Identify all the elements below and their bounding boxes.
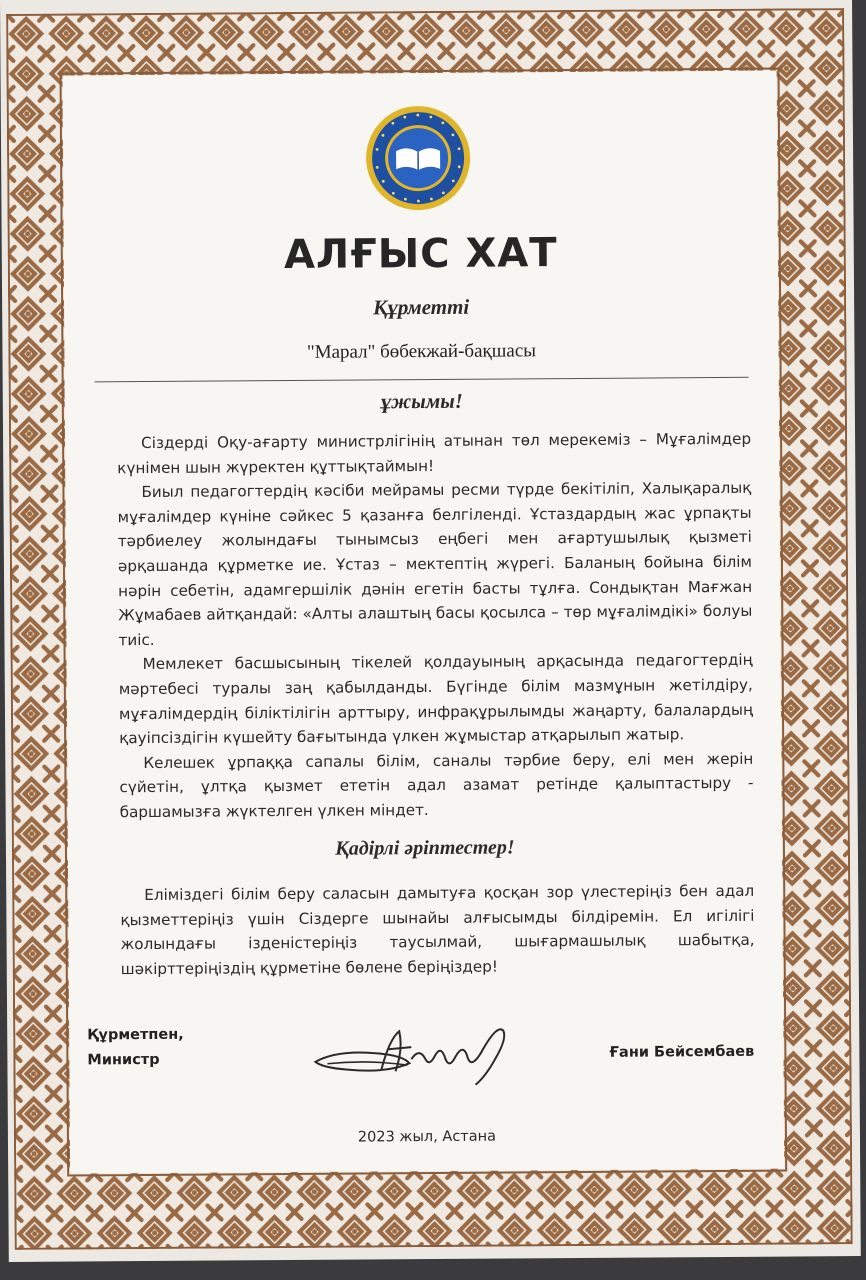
signature-block — [87, 1023, 184, 1074]
sign-respect: Құрметпен, — [87, 1026, 184, 1044]
ministry-emblem-icon — [363, 103, 474, 214]
signatory-name: Ғани Бейсембаев — [609, 1043, 755, 1061]
handwritten-signature — [307, 1018, 517, 1089]
recipient-underline — [95, 377, 749, 383]
letter-body — [117, 427, 754, 825]
body-paragraph: Келешек ұрпаққа сапалы білім, саналы тәрбие беру, елі мен жерін сүйетін, ұлтқа қызмет ететін адал азамат ретінде қалыптастыру - баршамызға жүктелген үлкен міндет. — [119, 749, 754, 822]
salutation: Құрметті — [372, 294, 470, 320]
subheading: Қадірлі әріптестер! — [335, 836, 515, 860]
body-paragraph: Сіздерді Оқу-ағарту министрлігінің атынан төл мерекеміз – Мұғалімдер күнімен шын жүректен құттықтаймын! — [117, 429, 752, 477]
body-paragraph: Мемлекет басшысының тікелей қолдауының арқасында педагогтердің мәртебесі туралы заң қабылданды. Бүгінде білім мазмұнын жетілдіру, мұғалімдердің біліктілігін арттыру, инфрақұрылымды жаңарту, балалардың қауіпсіздігін күшейту бағытында үлкен жұмыстар атқарылып жатыр. — [118, 651, 754, 748]
closing-paragraph: Еліміздегі білім беру саласын дамытуға қосқан зор үлестеріңіз бен адал қызметтеріңіз үшін Сіздерге шынайы алғысымды білдіремін. Ел игілігі жолындағы ізденістеріңіз таусылмай, шығармашылық шабытқа, шәкірттеріңіздің құрметіне бөлене беріңіздер! — [120, 881, 755, 978]
recipient-suffix: ұжымы! — [380, 388, 463, 414]
closing-text — [120, 879, 755, 982]
recipient-name: "Марал" бөбекжай-бақшасы — [306, 340, 537, 363]
body-paragraph: Биыл педагогтердің кәсіби мейрамы ресми түрде бекітіліп, Халықаралық мұғалімдер күніне сәйкес 5 қазанға белгіленді. Ұстаздардың жас ұрпақты тәрбиелеу жолындағы тынымсыз еңбегі мен ағартушылық қызметі әрқашанда құрметке ие. Ұстаз – мектептің жүрегі. Баланың бойына білім нәрін себетін, адамгершілік дәнін егетін басты тұлға. Сондықтан Мағжан Жұмабаев айтқандай: «Алты алаштың басы қосылса – төр мұғалімдікі» болуы тиіс. — [117, 478, 753, 649]
date-place: 2023 жыл, Астана — [357, 1128, 497, 1146]
letter-content — [63, 71, 785, 1174]
sign-position: Министр — [87, 1051, 160, 1069]
document-title: АЛҒЫС ХАТ — [283, 230, 558, 279]
